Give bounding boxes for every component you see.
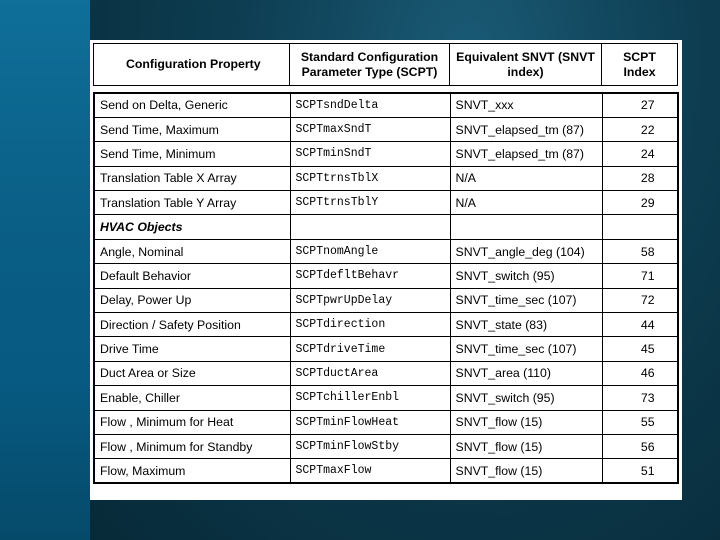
cell-snvt: N/A [450,191,602,215]
cell-snvt: SNVT_time_sec (107) [450,288,602,312]
cell-snvt: SNVT_flow (15) [450,410,602,434]
cell-scpt: SCPTminSndT [290,142,450,166]
table-group-row [94,215,678,239]
table-row [94,337,678,361]
cell-scpt-index: 27 [602,93,678,117]
table-row [94,313,678,337]
cell-scpt-index: 44 [602,313,678,337]
cell-scpt-index: 56 [602,434,678,458]
cell-snvt: SNVT_flow (15) [450,459,602,483]
cell-scpt: SCPTpwrUpDelay [290,288,450,312]
table-row [94,191,678,215]
cell-scpt-index: 46 [602,361,678,385]
table-row [94,386,678,410]
cell-scpt: SCPTnomAngle [290,239,450,263]
cell-scpt: SCPTdefltBehavr [290,264,450,288]
table-header [93,43,678,86]
cell-property: Flow , Minimum for Heat [94,410,290,434]
cell-snvt: SNVT_xxx [450,93,602,117]
cell-scpt [290,215,450,239]
document-sheet [90,40,682,500]
cell-snvt: SNVT_switch (95) [450,264,602,288]
cell-property: Angle, Nominal [94,239,290,263]
cell-scpt: SCPTductArea [290,361,450,385]
cell-scpt: SCPTsndDelta [290,93,450,117]
cell-scpt-index [602,215,678,239]
cell-snvt: SNVT_elapsed_tm (87) [450,142,602,166]
header-scpt: Standard Configuration Parameter Type (SCPT) [290,44,450,86]
cell-scpt: SCPTminFlowHeat [290,410,450,434]
cell-snvt: SNVT_time_sec (107) [450,337,602,361]
cell-property: Send Time, Maximum [94,117,290,141]
cell-scpt: SCPTtrnsTblX [290,166,450,190]
cell-property: Duct Area or Size [94,361,290,385]
cell-scpt-index: 58 [602,239,678,263]
cell-scpt-index: 72 [602,288,678,312]
cell-property: Default Behavior [94,264,290,288]
cell-snvt: SNVT_elapsed_tm (87) [450,117,602,141]
header-snvt: Equivalent SNVT (SNVT index) [450,44,602,86]
header-configuration-property: Configuration Property [94,44,290,86]
header-scpt-index: SCPT Index [602,44,678,86]
table-row [94,410,678,434]
cell-scpt: SCPTmaxFlow [290,459,450,483]
cell-snvt: SNVT_switch (95) [450,386,602,410]
cell-snvt [450,215,602,239]
cell-snvt: SNVT_flow (15) [450,434,602,458]
cell-scpt-index: 29 [602,191,678,215]
group-heading: HVAC Objects [94,215,290,239]
table-row [94,117,678,141]
cell-property: Flow, Maximum [94,459,290,483]
cell-scpt-index: 22 [602,117,678,141]
cell-scpt: SCPTminFlowStby [290,434,450,458]
table-row [94,93,678,117]
table-row [94,459,678,483]
cell-scpt-index: 24 [602,142,678,166]
cell-snvt: N/A [450,166,602,190]
cell-property: Translation Table Y Array [94,191,290,215]
cell-property: Translation Table X Array [94,166,290,190]
cell-property: Direction / Safety Position [94,313,290,337]
config-property-table [93,92,679,484]
cell-scpt-index: 45 [602,337,678,361]
table-row [94,361,678,385]
cell-scpt: SCPTdirection [290,313,450,337]
cell-snvt: SNVT_state (83) [450,313,602,337]
cell-scpt-index: 55 [602,410,678,434]
table-row [94,434,678,458]
cell-snvt: SNVT_angle_deg (104) [450,239,602,263]
table-row [94,166,678,190]
cell-scpt-index: 28 [602,166,678,190]
cell-snvt: SNVT_area (110) [450,361,602,385]
table-row [94,288,678,312]
cell-property: Send Time, Minimum [94,142,290,166]
cell-property: Delay, Power Up [94,288,290,312]
cell-property: Enable, Chiller [94,386,290,410]
table-row [94,239,678,263]
cell-scpt-index: 73 [602,386,678,410]
cell-scpt-index: 71 [602,264,678,288]
cell-property: Flow , Minimum for Standby [94,434,290,458]
cell-scpt-index: 51 [602,459,678,483]
cell-property: Send on Delta, Generic [94,93,290,117]
cell-scpt: SCPTtrnsTblY [290,191,450,215]
cell-scpt: SCPTdriveTime [290,337,450,361]
table-row [94,264,678,288]
cell-scpt: SCPTmaxSndT [290,117,450,141]
slide-left-band [0,0,90,540]
cell-scpt: SCPTchillerEnbl [290,386,450,410]
table-row [94,142,678,166]
cell-property: Drive Time [94,337,290,361]
header-row [94,44,678,86]
